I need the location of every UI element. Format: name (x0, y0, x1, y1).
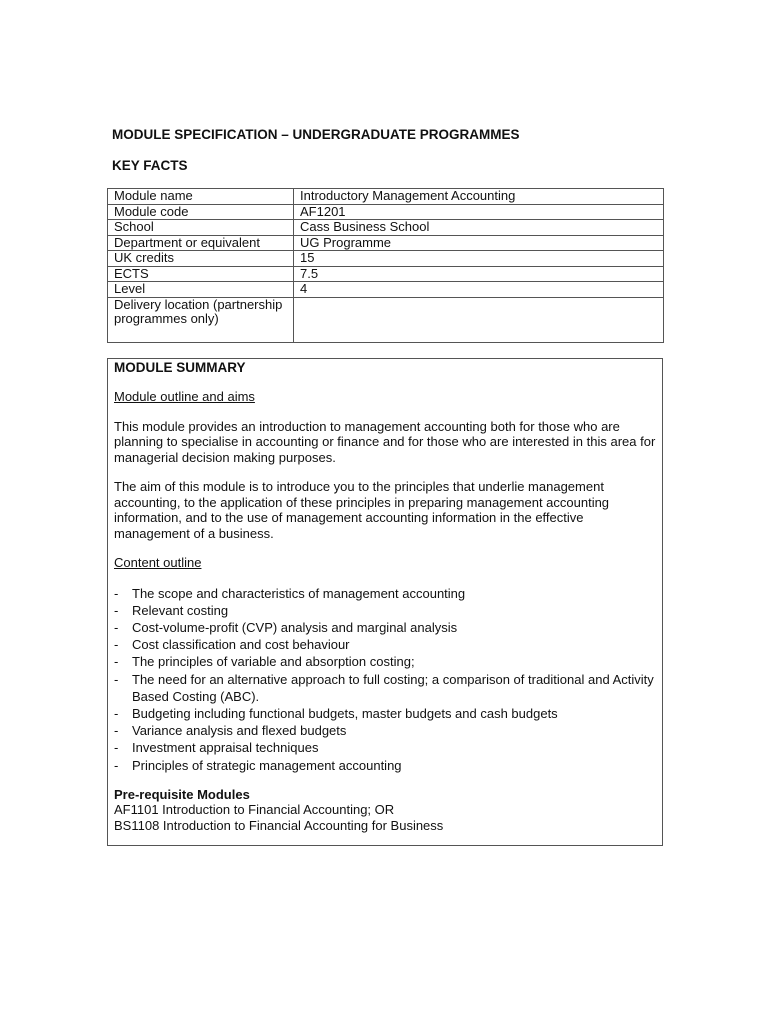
fact-label: School (108, 220, 294, 236)
fact-value (294, 297, 664, 342)
bullet-dash: - (114, 757, 119, 773)
fact-value: UG Programme (294, 235, 664, 251)
fact-value: AF1201 (294, 204, 664, 220)
outline-heading: Module outline and aims (114, 389, 255, 404)
table-row (108, 220, 664, 236)
fact-label: Module code (108, 204, 294, 220)
table-row (108, 204, 664, 220)
bullet-dash: - (114, 723, 119, 739)
table-row (108, 189, 664, 205)
list-item-text: Relevant costing (132, 602, 229, 618)
key-facts-heading: KEY FACTS (112, 158, 188, 173)
prerequisite-section (114, 787, 656, 834)
summary-heading: MODULE SUMMARY (114, 360, 246, 375)
bullet-dash: - (114, 740, 119, 756)
list-item (114, 705, 656, 722)
bullet-dash: - (114, 654, 119, 670)
list-item (114, 739, 656, 756)
list-item-text: Cost-volume-profit (CVP) analysis and marginal analysis (132, 619, 458, 635)
bullet-dash: - (114, 602, 119, 618)
list-item-text: Cost classification and cost behaviour (132, 637, 350, 653)
list-item (114, 722, 656, 739)
table-row (108, 297, 664, 342)
table-row (108, 251, 664, 267)
list-item-text: Principles of strategic management accounting (132, 757, 402, 773)
fact-value: 7.5 (294, 266, 664, 282)
list-item (114, 636, 656, 653)
prerequisite-line: AF1101 Introduction to Financial Accounting; OR (114, 802, 395, 818)
fact-value: Introductory Management Accounting (294, 189, 664, 205)
list-item-text: The principles of variable and absorption costing; (132, 654, 415, 670)
bullet-dash: - (114, 671, 119, 687)
list-item (114, 619, 656, 636)
fact-value: 4 (294, 282, 664, 298)
list-item (114, 653, 656, 670)
list-item-text: Variance analysis and flexed budgets (132, 723, 347, 739)
content-outline-heading: Content outline (114, 555, 202, 570)
table-row (108, 282, 664, 298)
list-item (114, 602, 656, 619)
fact-value: 15 (294, 251, 664, 267)
fact-label: Department or equivalent (108, 235, 294, 251)
outline-paragraph-1: This module provides an introduction to management accounting both for those who are planning to specialise in accounting or finance and for those who are interested in this area for managerial decision making purposes. (114, 418, 656, 465)
bullet-dash: - (114, 705, 119, 721)
bullet-dash: - (114, 585, 119, 601)
fact-label: UK credits (108, 251, 294, 267)
fact-label: ECTS (108, 266, 294, 282)
list-item-text: The scope and characteristics of management accounting (132, 585, 466, 601)
bullet-dash: - (114, 619, 119, 635)
document-title: MODULE SPECIFICATION – UNDERGRADUATE PROGRAMMES (112, 127, 520, 142)
list-item-text: The need for an alternative approach to full costing; a comparison of traditional and Activity Based Costing (ABC). (132, 671, 654, 704)
fact-label: Level (108, 282, 294, 298)
prerequisite-line: BS1108 Introduction to Financial Accounting for Business (114, 817, 444, 833)
table-row (108, 266, 664, 282)
prerequisite-heading: Pre-requisite Modules (114, 786, 250, 802)
module-summary-box (107, 358, 663, 846)
list-item (114, 671, 656, 705)
list-item-text: Budgeting including functional budgets, master budgets and cash budgets (132, 705, 558, 721)
bullet-dash: - (114, 637, 119, 653)
content-outline-list (114, 585, 656, 774)
fact-label: Module name (108, 189, 294, 205)
fact-value: Cass Business School (294, 220, 664, 236)
key-facts-table (107, 188, 664, 343)
list-item (114, 585, 656, 602)
table-row (108, 235, 664, 251)
outline-paragraph-2: The aim of this module is to introduce you to the principles that underlie management accounting, to the application of these principles in preparing management accounting information, and to the use of management accounting information in the effective management of a business. (114, 479, 610, 541)
list-item (114, 757, 656, 774)
fact-label: Delivery location (partnership programmes only) (108, 297, 294, 342)
list-item-text: Investment appraisal techniques (132, 740, 319, 756)
